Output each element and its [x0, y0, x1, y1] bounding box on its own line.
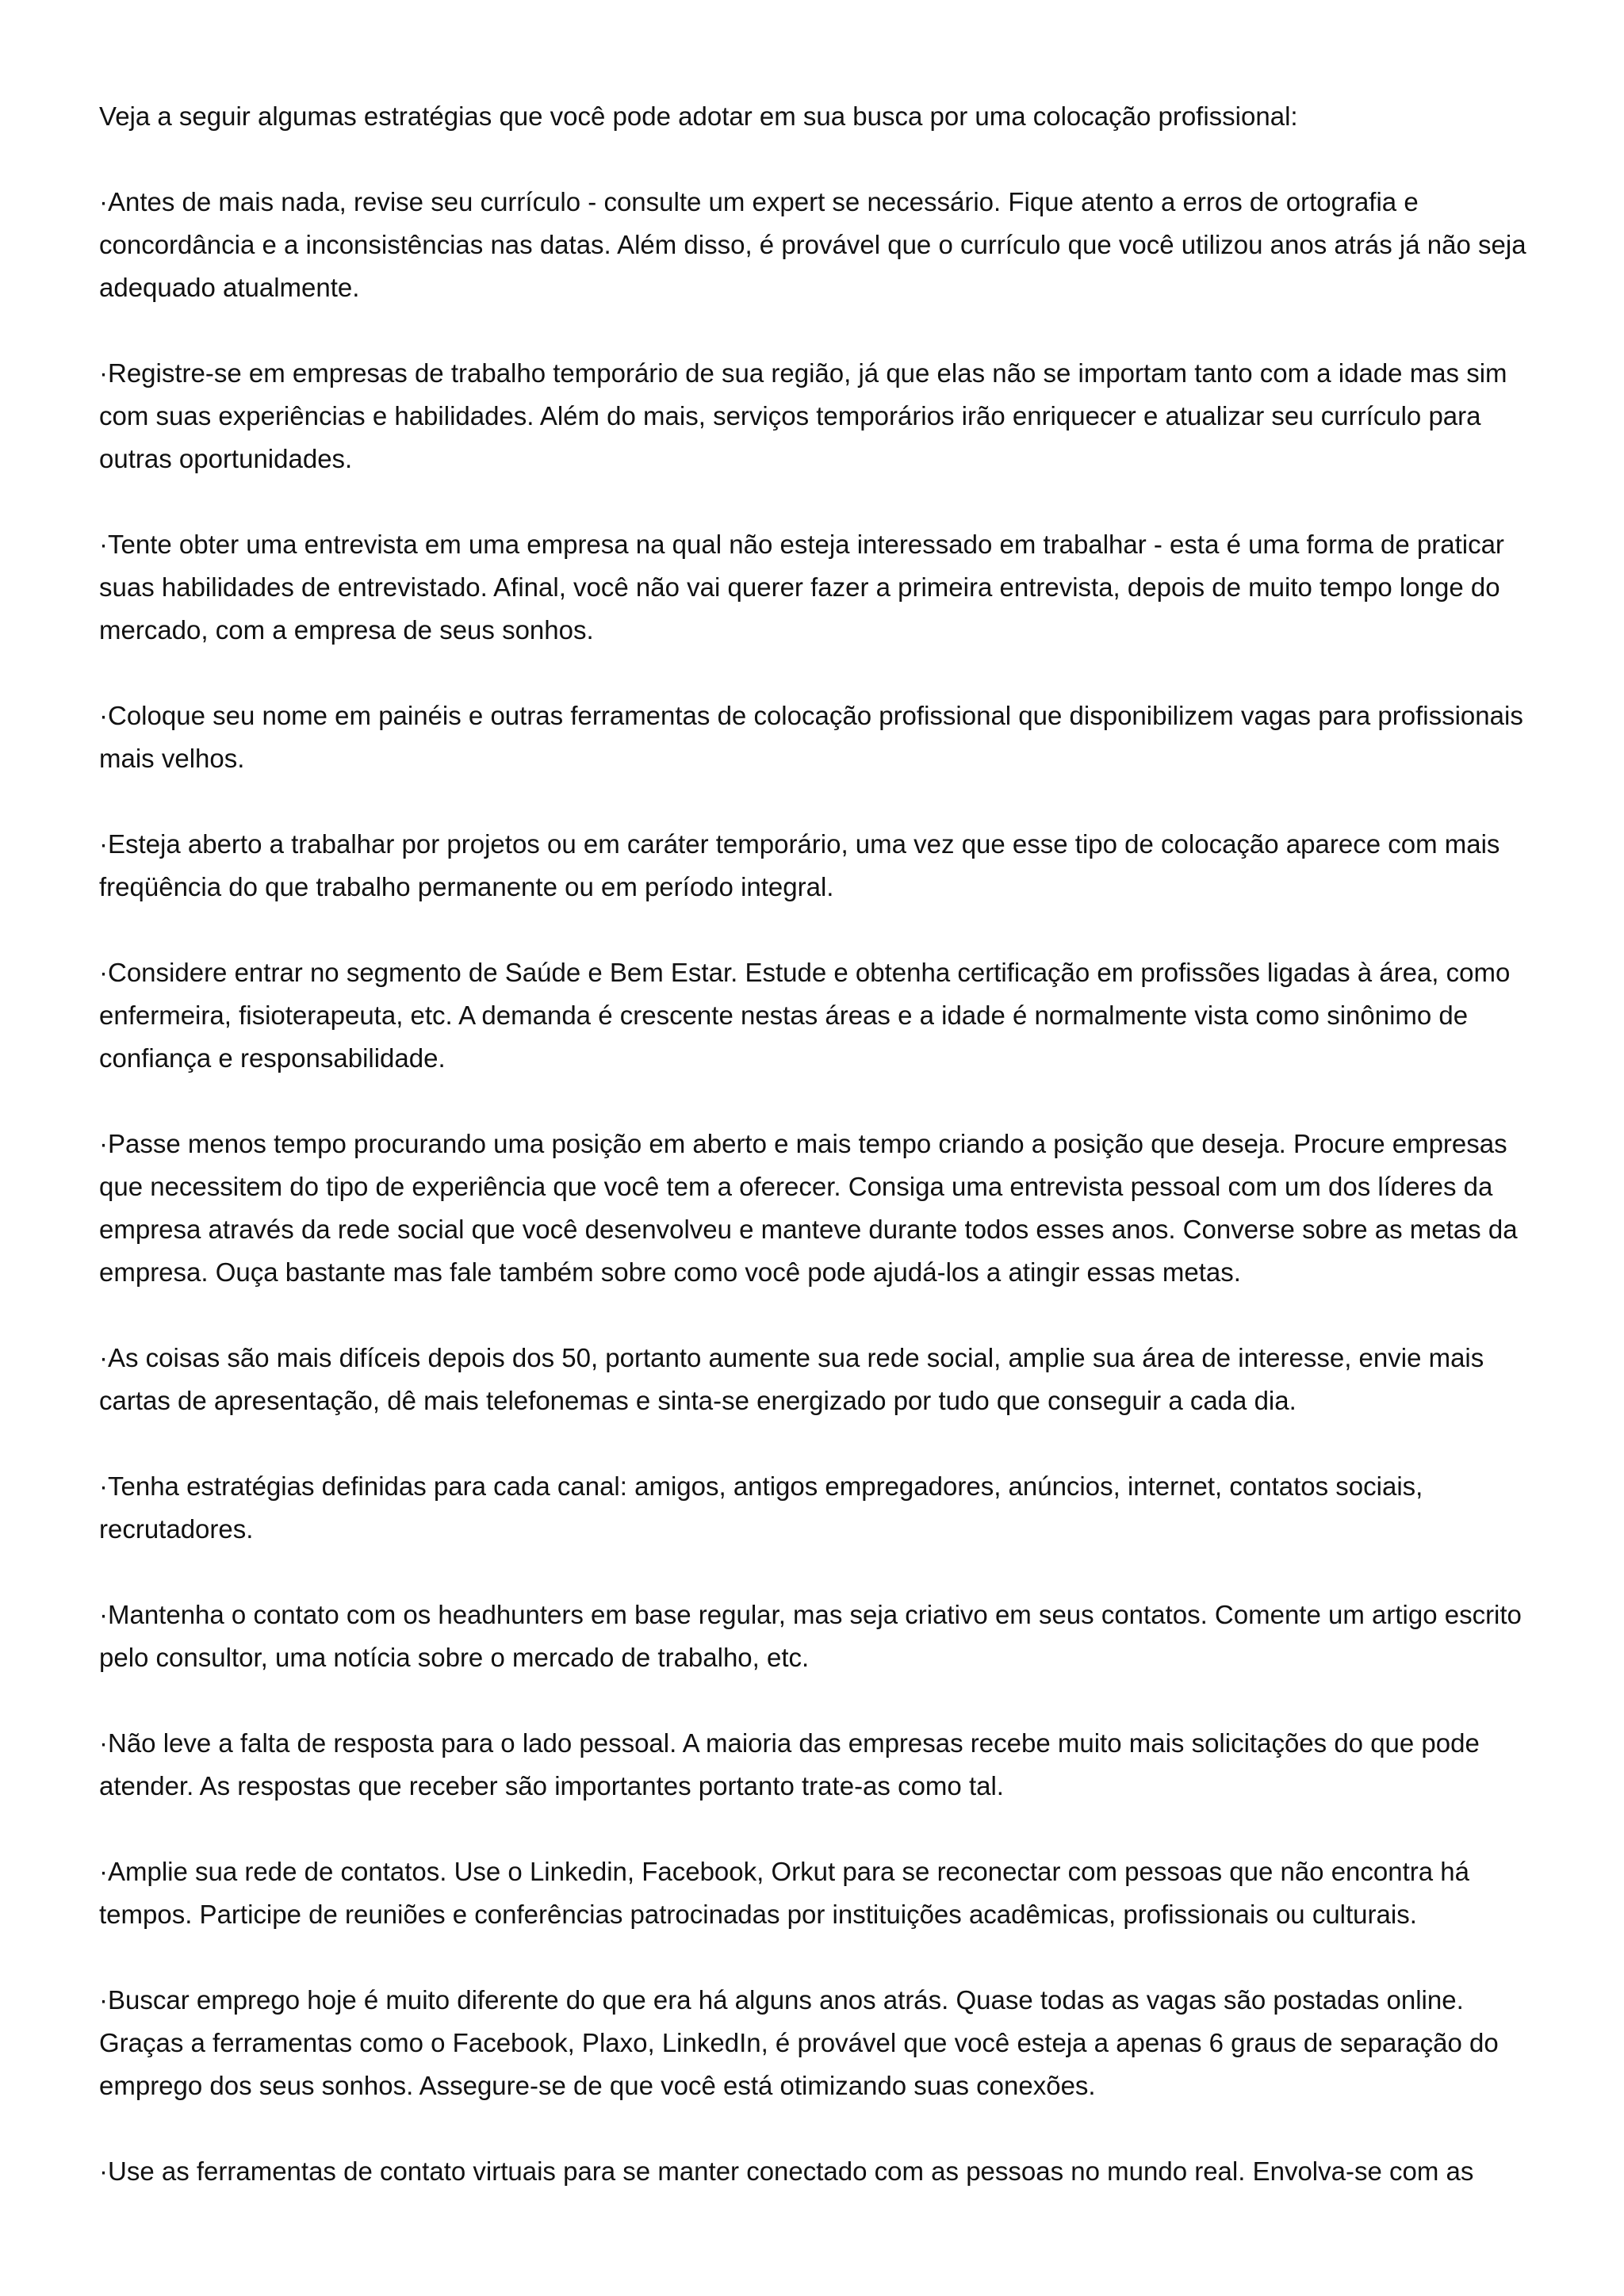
strategy-paragraph: ·Considere entrar no segmento de Saúde e Bem Estar. Estude e obtenha certificação em profissões ligadas à área, como enfermeira, fisioterapeuta, etc. A demanda é crescente nestas áreas e a idade é normalmente vista como sinônimo de confiança e responsabilidade. — [99, 958, 1511, 1073]
intro-paragraph: Veja a seguir algumas estratégias que você pode adotar em sua busca por uma colocação profissional: — [99, 101, 1298, 131]
strategy-paragraph: ·Antes de mais nada, revise seu currículo - consulte um expert se necessário. Fique atento a erros de ortografia e concordância e a inconsistências nas datas. Além disso, é provável que o currículo que você utilizou anos atrás já não seja adequado atualmente. — [99, 187, 1526, 302]
document-page — [99, 95, 1550, 2236]
strategy-paragraph: ·Não leve a falta de resposta para o lado pessoal. A maioria das empresas recebe muito mais solicitações do que pode atender. As respostas que receber são importantes portanto trate-as como tal. — [99, 1728, 1480, 1800]
strategy-paragraph: ·Amplie sua rede de contatos. Use o Linkedin, Facebook, Orkut para se reconectar com pessoas que não encontra há tempos. Participe de reuniões e conferências patrocinadas por instituições acadêmicas, profissionais ou culturais. — [99, 1857, 1469, 1929]
strategy-paragraph: ·Esteja aberto a trabalhar por projetos ou em caráter temporário, uma vez que esse tipo de colocação aparece com mais freqüência do que trabalho permanente ou em período integral. — [99, 829, 1500, 901]
strategy-paragraph: ·Passe menos tempo procurando uma posição em aberto e mais tempo criando a posição que deseja. Procure empresas que necessitem do tipo de experiência que você tem a oferecer. Consiga uma entrevista pessoal com um dos líderes da empresa através da rede social que você desenvolveu e manteve durante todos esses anos. Converse sobre as metas da empresa. Ouça bastante mas fale também sobre como você pode ajudá-los a atingir essas metas. — [99, 1129, 1518, 1287]
strategy-paragraph: ·Mantenha o contato com os headhunters em base regular, mas seja criativo em seus contatos. Comente um artigo escrito pelo consultor, uma notícia sobre o mercado de trabalho, etc. — [99, 1600, 1522, 1672]
strategy-paragraph: ·Use as ferramentas de contato virtuais para se manter conectado com as pessoas no mundo real. Envolva-se com as — [99, 2156, 1474, 2186]
strategy-paragraph: ·As coisas são mais difíceis depois dos 50, portanto aumente sua rede social, amplie sua área de interesse, envie mais cartas de apresentação, dê mais telefonemas e sinta-se energizado por tudo que conseguir a cada dia. — [99, 1343, 1484, 1415]
strategy-paragraph: ·Tenha estratégias definidas para cada canal: amigos, antigos empregadores, anúncios, internet, contatos sociais, recrutadores. — [99, 1471, 1423, 1544]
strategy-paragraph: ·Registre-se em empresas de trabalho temporário de sua região, já que elas não se importam tanto com a idade mas sim com suas experiências e habilidades. Além do mais, serviços temporários irão enriquecer e atualizar seu currículo para outras oportunidades. — [99, 358, 1507, 473]
strategy-paragraph: ·Tente obter uma entrevista em uma empresa na qual não esteja interessado em trabalhar - esta é uma forma de praticar suas habilidades de entrevistado. Afinal, você não vai querer fazer a primeira entrevista, depois de muito tempo longe do mercado, com a empresa de seus sonhos. — [99, 530, 1504, 645]
strategy-paragraph: ·Coloque seu nome em painéis e outras ferramentas de colocação profissional que disponibilizem vagas para profissionais mais velhos. — [99, 701, 1523, 773]
strategy-paragraph: ·Buscar emprego hoje é muito diferente do que era há alguns anos atrás. Quase todas as vagas são postadas online. Graças a ferramentas como o Facebook, Plaxo, LinkedIn, é provável que você esteja a apenas 6 graus de separação do emprego dos seus sonhos. Assegure-se de que você está otimizando suas conexões. — [99, 1985, 1499, 2100]
